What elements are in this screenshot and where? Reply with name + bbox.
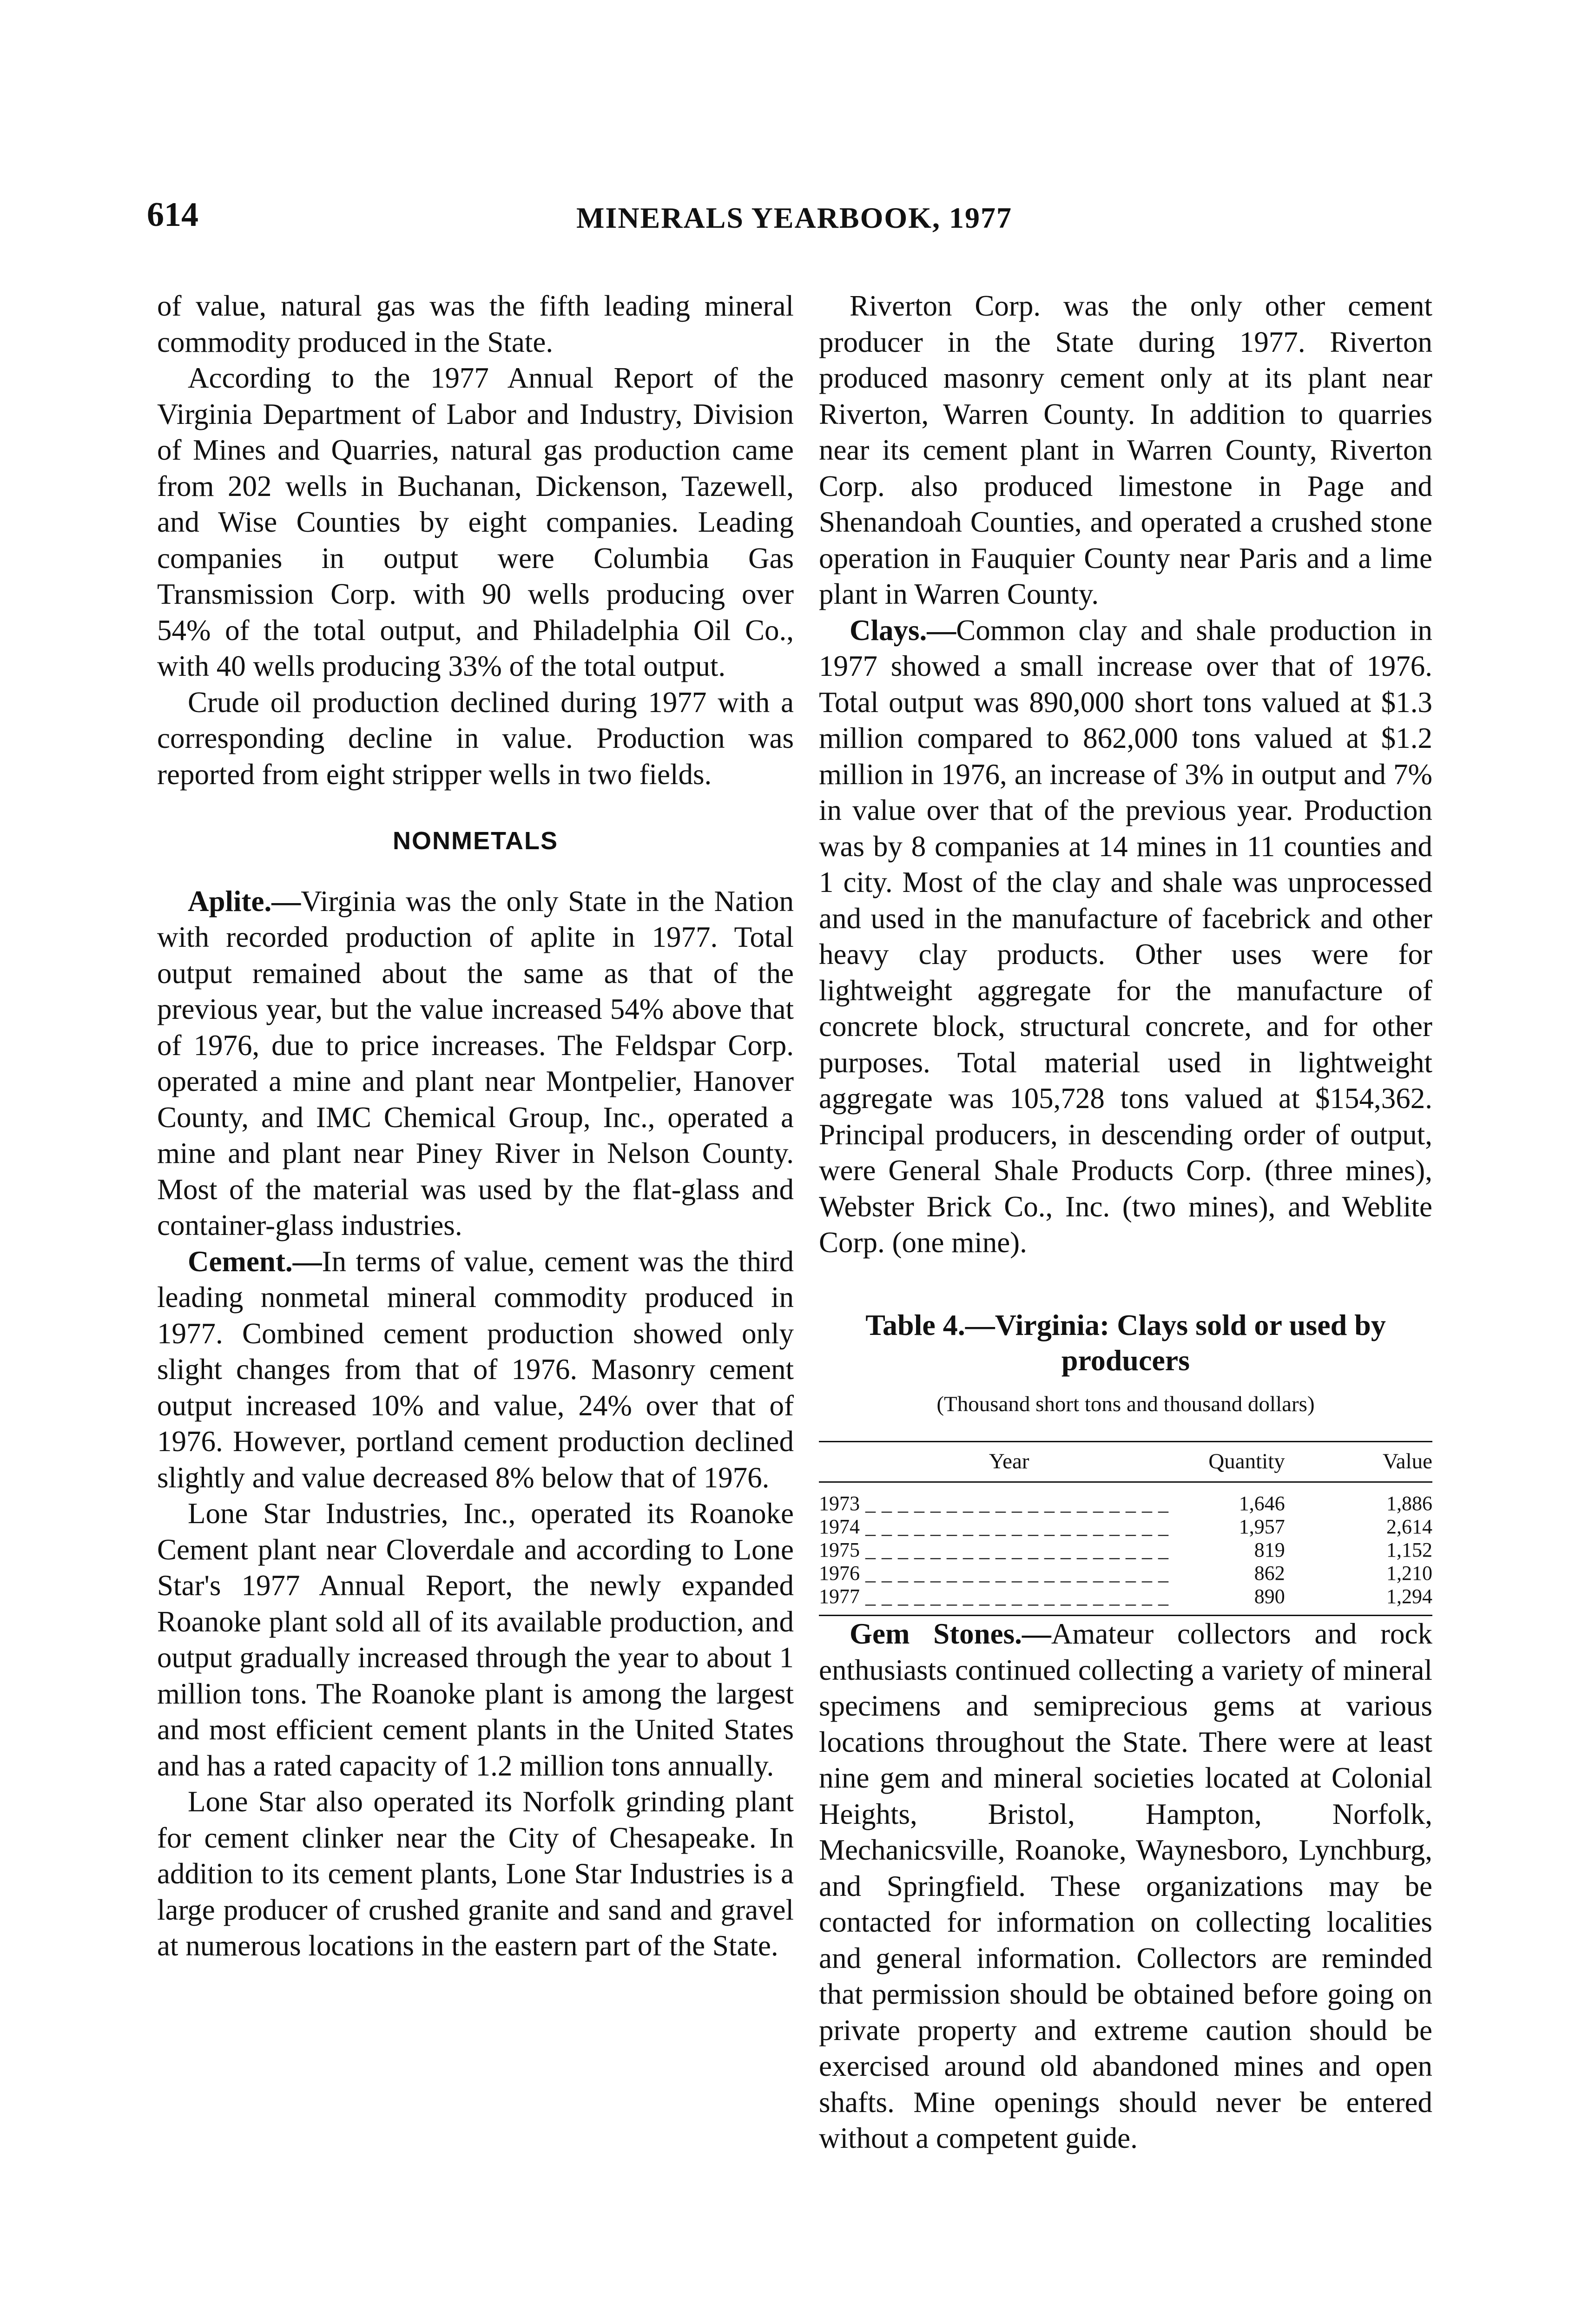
- cement-lead: Cement.—: [188, 1245, 322, 1278]
- row-quantity: 1,646: [1239, 1492, 1285, 1515]
- clays-lead: Clays.—: [850, 614, 956, 647]
- paragraph-gem-stones: [819, 1616, 1432, 2157]
- row-quantity: 862: [1254, 1562, 1285, 1585]
- aplite-text: Virginia was the only State in the Nation with recorded production of aplite in 1977. Total output remained about the same as that of the previous year, but the value increased 54% above that of 1976, due to price increases. The Feldspar Corp. operated a mine and plant near Montpelier, Hanover County, and IMC Chemical Group, Inc., operated a mine and plant near Piney River in Nelson County. Most of the material was used by the flat-glass and container-glass industries.: [157, 885, 794, 1241]
- paragraph-riverton: Riverton Corp. was the only other cement producer in the State during 1977. Riverton produced masonry cement only at its plant near Riverton, Warren County. In addition to quarries near its cement plant in Warren County, Riverton Corp. also produced limestone in Page and Shenandoah Counties, and operated a crushed stone operation in Fauquier County near Paris and a lime plant in Warren County.: [819, 290, 1432, 610]
- clays-table: [819, 1441, 1432, 1616]
- aplite-lead: Aplite.—: [188, 885, 301, 918]
- gem-stones-lead: Gem Stones.—: [850, 1618, 1051, 1650]
- row-value: 1,210: [1386, 1562, 1432, 1585]
- paragraph-natural-gas-production: According to the 1977 Annual Report of the Virginia Department of Labor and Industry, Division of Mines and Quarries, natural gas production came from 202 wells in Buchanan, Dickenson, Tazewell, and Wise Counties by eight companies. Leading companies in output were Columbia Gas Transmission Corp. with 90 wells producing over 54% of the total output, and Philadelphia Oil Co., with 40 wells producing 33% of the total output.: [157, 362, 794, 682]
- row-value: 1,152: [1386, 1538, 1432, 1561]
- table-4-title: Table 4.—Virginia: Clays sold or used by producers: [865, 1308, 1386, 1377]
- column-header-value: Value: [1304, 1442, 1432, 1482]
- column-header-quantity: Quantity: [1199, 1442, 1303, 1482]
- gem-stones-text: Amateur collectors and rock enthusiasts continued collecting a variety of mineral specimens and semiprecious gems at various locations throughout the State. There were at least nine gem and mineral societies located at Colonial Heights, Bristol, Hampton, Norfolk, Mechanicsville, Roanoke, Waynesboro, Lynchburg, and Springfield. These organizations may be contacted for information on collecting localities and general information. Collectors are reminded that permission should be obtained before going on private property and extreme caution should be exercised around old abandoned mines and open shafts. Mine openings should never be entered without a competent guide.: [819, 1618, 1432, 2154]
- table-row: [819, 1585, 1432, 1616]
- row-value: 1,294: [1304, 1585, 1432, 1616]
- row-value: 2,614: [1386, 1515, 1432, 1538]
- row-quantity: 890: [1199, 1585, 1303, 1616]
- table-row: [819, 1482, 1432, 1516]
- paragraph-lone-star-roanoke: Lone Star Industries, Inc., operated its Roanoke Cement plant near Cloverdale and according to Lone Star's 1977 Annual Report, the newly expanded Roanoke plant sold all of its available production, and output gradually increased through the year to about 1 million tons. The Roanoke plant is among the largest and most efficient cement plants in the United States and has a rated capacity of 1.2 million tons annually.: [157, 1497, 794, 1782]
- row-year: 1976 _ _ _: [819, 1562, 1169, 1585]
- table-row: [819, 1562, 1432, 1585]
- table-row: [819, 1538, 1432, 1562]
- row-quantity: 1,957: [1239, 1515, 1285, 1538]
- clays-text: Common clay and shale production in 1977 showed a small increase over that of 1976. Total output was 890,000 short tons valued at $1.3 million compared to 862,000 tons valued at $1.2 million in 1976, an increase of 3% in output and 7% in value over that of the previous year. Production was by 8 companies at 14 mines in 11 counties and 1 city. Most of the clay and shale was unprocessed and used in the manufacture of facebrick and other heavy clay products. Other uses were for lightweight aggregate for the manufacture of concrete block, structural concrete, and for other purposes. Total material used in lightweight aggregate was 105,728 tons valued at $154,362. Principal producers, in descending order of output, were General Shale Products Corp. (three mines), Webster Brick Co., Inc. (two mines), and Weblite Corp. (one mine).: [819, 614, 1432, 1259]
- row-year: 1975 _ _ _: [819, 1538, 1169, 1561]
- cement-text: In terms of value, cement was the third leading nonmetal mineral commodity produced in 1977. Combined cement production showed only slight changes from that of 1976. Masonry cement output increased 10% and value, 24% over that of 1976. However, portland cement production declined slightly and value decreased 8% below that of 1976.: [157, 1245, 794, 1494]
- paragraph-clays: [819, 613, 1432, 1261]
- page-number: 614: [147, 196, 198, 234]
- paragraph-crude-oil: Crude oil production declined during 1977 with a corresponding decline in value. Production was reported from eight stripper wells in two fields.: [157, 686, 794, 791]
- table-4-units: (Thousand short tons and thousand dollars): [936, 1392, 1315, 1416]
- right-column: [819, 288, 1432, 2157]
- left-column: [157, 288, 794, 1964]
- table-header-row: [819, 1442, 1432, 1482]
- section-heading-nonmetals: NONMETALS: [393, 827, 558, 855]
- row-year: 1973 _ _ _: [819, 1492, 1169, 1515]
- column-header-year: Year: [819, 1442, 1199, 1482]
- paragraph-natural-gas-value: of value, natural gas was the fifth leading mineral commodity produced in the State.: [157, 290, 794, 358]
- paragraph-cement: [157, 1244, 794, 1496]
- row-quantity: 819: [1254, 1538, 1285, 1561]
- table-row: [819, 1515, 1432, 1538]
- paragraph-aplite: [157, 884, 794, 1244]
- row-year: 1974 _ _ _: [819, 1515, 1169, 1538]
- row-value: 1,886: [1386, 1492, 1432, 1515]
- running-title: MINERALS YEARBOOK, 1977: [576, 201, 1012, 234]
- paragraph-lone-star-norfolk: Lone Star also operated its Norfolk grinding plant for cement clinker near the City of Chesapeake. In addition to its cement plants, Lone Star Industries is a large producer of crushed granite and sand and gravel at numerous locations in the eastern part of the State.: [157, 1785, 794, 1962]
- row-year: 1977 _ _ _: [819, 1585, 1169, 1608]
